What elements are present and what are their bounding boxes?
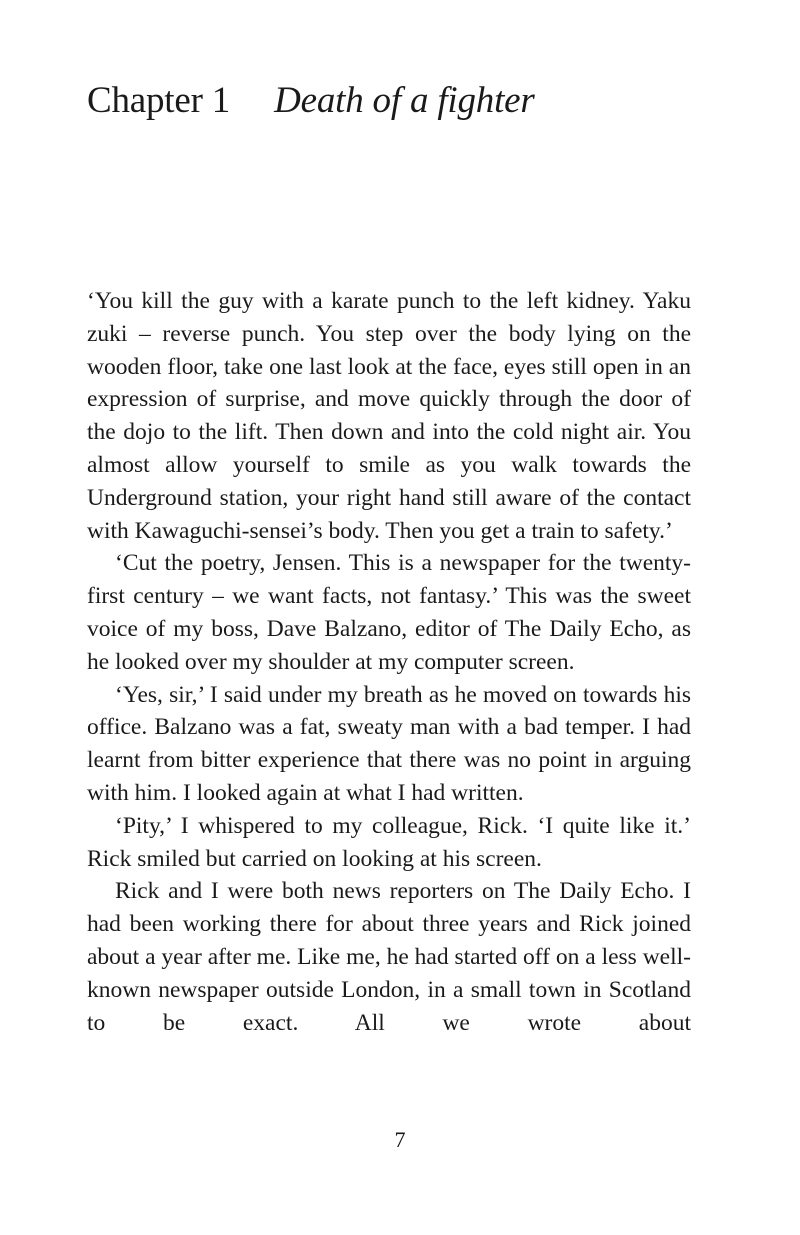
paragraph: ‘Cut the poetry, Jensen. This is a newspaper for the twenty-first century – we want facts, not fantasy.’ This was the sweet voice of my boss, Dave Balzano, editor of The Daily Echo, as he looked over my shoulder at my computer screen. xyxy=(87,550,691,675)
body-text xyxy=(87,285,691,1039)
paragraph: ‘You kill the guy with a karate punch to the left kidney. Yaku zuki – reverse punch. You step over the body lying on the wooden floor, take one last look at the face, eyes still open in an expression of surprise, and move quickly through the door of the dojo to the lift. Then down and into the cold night air. You almost allow yourself to smile as you walk towards the Underground station, your right hand still aware of the contact with Kawaguchi-sensei’s body. Then you get a train to safety.’ xyxy=(87,288,691,544)
paragraph: ‘Pity,’ I whispered to my colleague, Rick. ‘I quite like it.’ Rick smiled but carried on looking at his screen. xyxy=(87,812,691,872)
chapter-title: Death of a fighter xyxy=(274,80,535,121)
page-number: 7 xyxy=(394,1127,406,1152)
paragraph: Rick and I were both news reporters on The Daily Echo. I had been working there for about three years and Rick joined about a year after me. Like me, he had started off on a less well-known newspaper outside London, in a small town in Scotland to be exact. All we wrote about xyxy=(87,878,691,1036)
chapter-heading xyxy=(87,78,535,124)
paragraph: ‘Yes, sir,’ I said under my breath as he moved on towards his office. Balzano was a fat, sweaty man with a bad temper. I had learnt from bitter experience that there was no point in arguing with him. I looked again at what I had written. xyxy=(87,681,691,806)
chapter-number: Chapter 1 xyxy=(87,80,231,121)
